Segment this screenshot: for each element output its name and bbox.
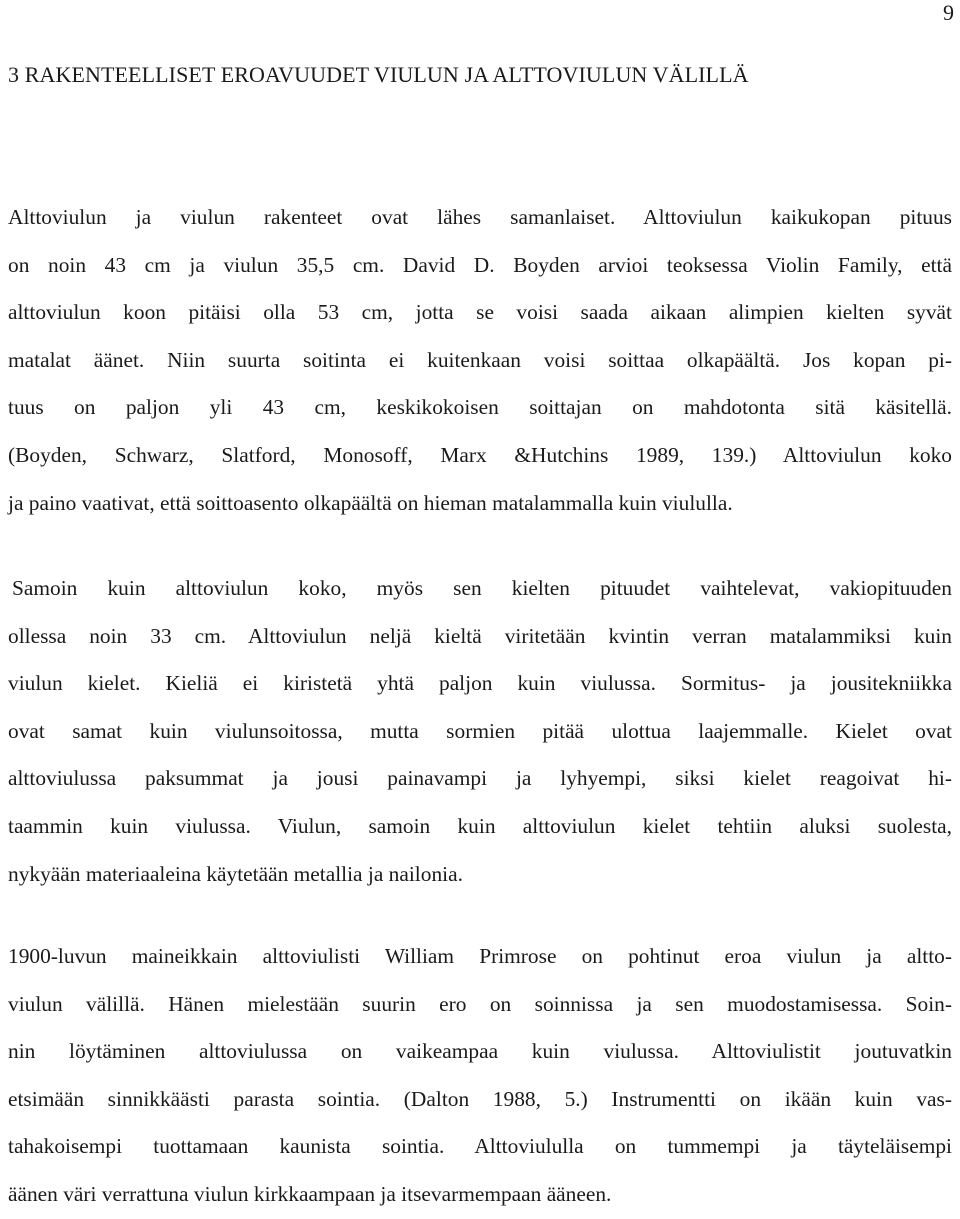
paragraph-line: tuus on paljon yli 43 cm, keskikokoisen soittajan on mahdotonta sitä käsitellä. (8, 395, 952, 420)
paragraph-2 (8, 565, 952, 898)
paragraph-line: nin löytäminen alttoviulussa on vaikeampaa kuin viulussa. Alttoviulistit joutuvatkin (8, 1039, 952, 1064)
paragraph-line: alttoviulun koon pitäisi olla 53 cm, jotta se voisi saada aikaan alimpien kielten syvät (8, 300, 952, 325)
section-heading: 3 RAKENTEELLISET EROAVUUDET VIULUN JA ALTTOVIULUN VÄLILLÄ (8, 62, 749, 87)
paragraph-line: ja paino vaativat, että soittoasento olkapäältä on hieman matalammalla kuin viululla. (8, 490, 733, 515)
paragraph-line: on noin 43 cm ja viulun 35,5 cm. David D. Boyden arvioi teoksessa Violin Family, että (8, 252, 952, 277)
paragraph-line: ollessa noin 33 cm. Alttoviulun neljä kieltä viritetään kvintin verran matalammiksi kuin (8, 623, 952, 648)
paragraph-line: etsimään sinnikkäästi parasta sointia. (Dalton 1988, 5.) Instrumentti on ikään kuin vas- (8, 1086, 952, 1111)
paragraph-line: 1900-luvun maineikkain alttoviulisti William Primrose on pohtinut eroa viulun ja altto- (8, 944, 952, 968)
paragraph-line: matalat äänet. Niin suurta soitinta ei kuitenkaan voisi soittaa olkapäältä. Jos kopan pi- (8, 347, 952, 372)
paragraph-3 (8, 933, 952, 1219)
paragraph-line: ovat samat kuin viulunsoitossa, mutta sormien pitää ulottua laajemmalle. Kielet ovat (8, 718, 952, 743)
page-number: 9 (943, 0, 954, 25)
paragraph-line: äänen väri verrattuna viulun kirkkaampaan ja itsevarmempaan ääneen. (8, 1181, 612, 1206)
paragraph-line: viulun välillä. Hänen mielestään suurin ero on soinnissa ja sen muodostamisessa. Soin- (8, 991, 952, 1016)
paragraph-line: Alttoviulun ja viulun rakenteet ovat lähes samanlaiset. Alttoviulun kaikukopan pituus (8, 205, 952, 229)
paragraph-line: alttoviulussa paksummat ja jousi painavampi ja lyhyempi, siksi kielet reagoivat hi- (8, 766, 952, 791)
paragraph-1 (8, 194, 952, 527)
paragraph-line: (Boyden, Schwarz, Slatford, Monosoff, Marx &Hutchins 1989, 139.) Alttoviulun koko (8, 442, 952, 467)
paragraph-line: tahakoisempi tuottamaan kaunista sointia. Alttoviululla on tummempi ja täyteläisempi (8, 1134, 952, 1159)
paragraph-line: nykyään materiaaleina käytetään metallia ja nailonia. (8, 861, 463, 886)
paragraph-line: Samoin kuin alttoviulun koko, myös sen kielten pituudet vaihtelevat, vakiopituuden (12, 576, 952, 600)
paragraph-line: taammin kuin viulussa. Viulun, samoin kuin alttoviulun kielet tehtiin aluksi suolesta, (8, 813, 952, 838)
paragraph-line: viulun kielet. Kieliä ei kiristetä yhtä paljon kuin viulussa. Sormitus- ja jousitekniikka (8, 671, 952, 696)
